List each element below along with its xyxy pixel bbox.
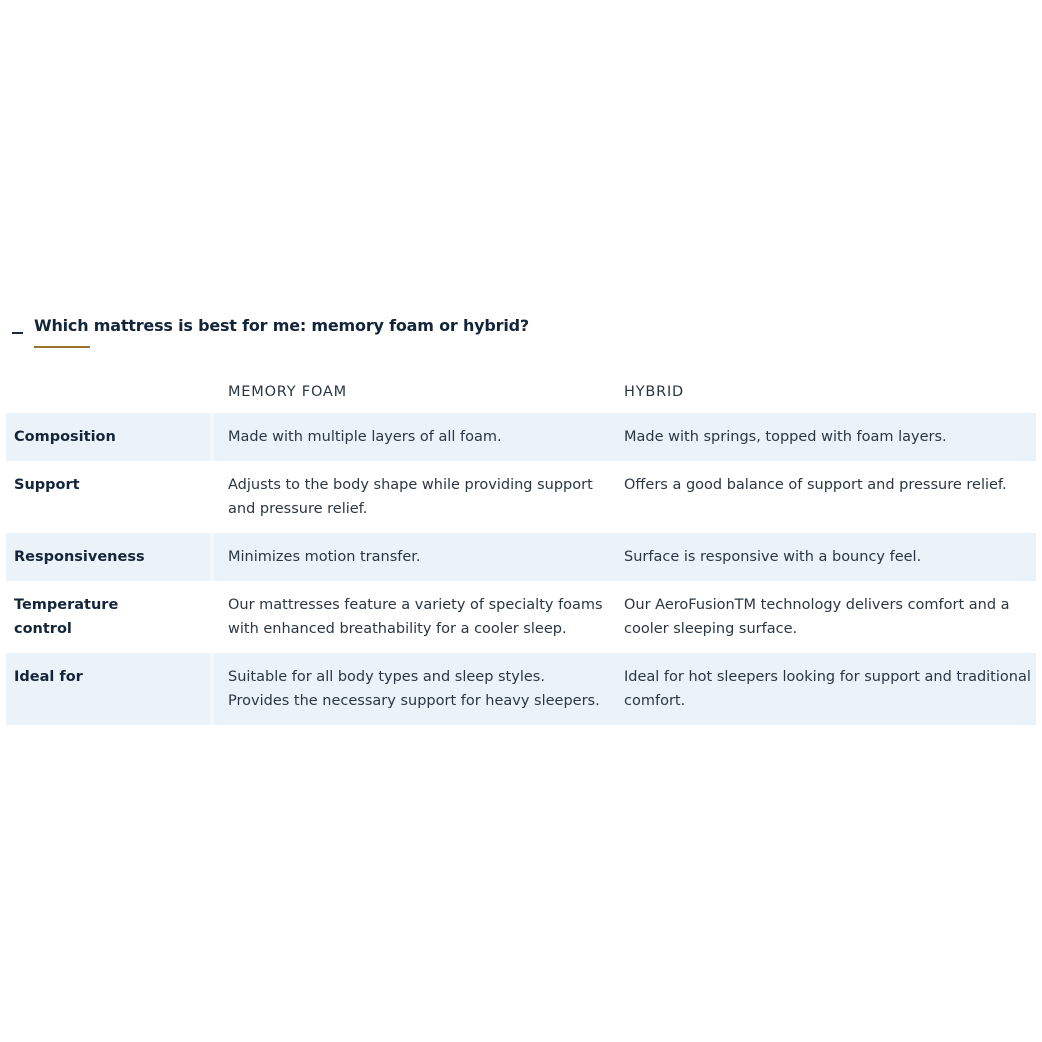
faq-header[interactable]: [0, 312, 1042, 352]
row-label: Temperature control: [14, 597, 119, 637]
memory-foam-cell: Our mattresses feature a variety of specialty foams with enhanced breathability for a cooler sleep.: [228, 597, 603, 637]
table-row: [6, 461, 1036, 533]
hybrid-cell: Offers a good balance of support and pressure relief.: [624, 477, 1007, 493]
row-label: Support: [14, 477, 80, 493]
comparison-table: [6, 370, 1036, 725]
column-header-blank: [6, 370, 214, 413]
table-row: [6, 533, 1036, 581]
question-underline: [34, 346, 90, 348]
memory-foam-cell: Suitable for all body types and sleep styles. Provides the necessary support for heavy sleepers.: [214, 653, 610, 725]
memory-foam-cell: Made with multiple layers of all foam.: [214, 413, 610, 461]
table-row: [6, 413, 1036, 461]
table-row: [6, 581, 1036, 653]
faq-question[interactable]: Which mattress is best for me: memory foam or hybrid?: [34, 316, 529, 335]
row-label: Ideal for: [6, 653, 214, 725]
hybrid-cell: Ideal for hot sleepers looking for support and traditional comfort.: [610, 653, 1036, 725]
column-header-memory-foam: MEMORY FOAM: [228, 384, 347, 400]
table-header-row: [6, 370, 1036, 413]
table-row: [6, 653, 1036, 725]
hybrid-cell: Made with springs, topped with foam layers.: [610, 413, 1036, 461]
hybrid-cell: Surface is responsive with a bouncy feel.: [610, 533, 1036, 581]
memory-foam-cell: Adjusts to the body shape while providing support and pressure relief.: [228, 477, 593, 517]
row-label: Responsiveness: [6, 533, 214, 581]
column-header-hybrid: HYBRID: [624, 384, 685, 400]
row-label: Composition: [6, 413, 214, 461]
faq-item: [0, 312, 1042, 709]
hybrid-cell: Our AeroFusionTM technology delivers comfort and a cooler sleeping surface.: [624, 597, 1010, 637]
memory-foam-cell: Minimizes motion transfer.: [214, 533, 610, 581]
minus-icon[interactable]: [12, 332, 23, 334]
